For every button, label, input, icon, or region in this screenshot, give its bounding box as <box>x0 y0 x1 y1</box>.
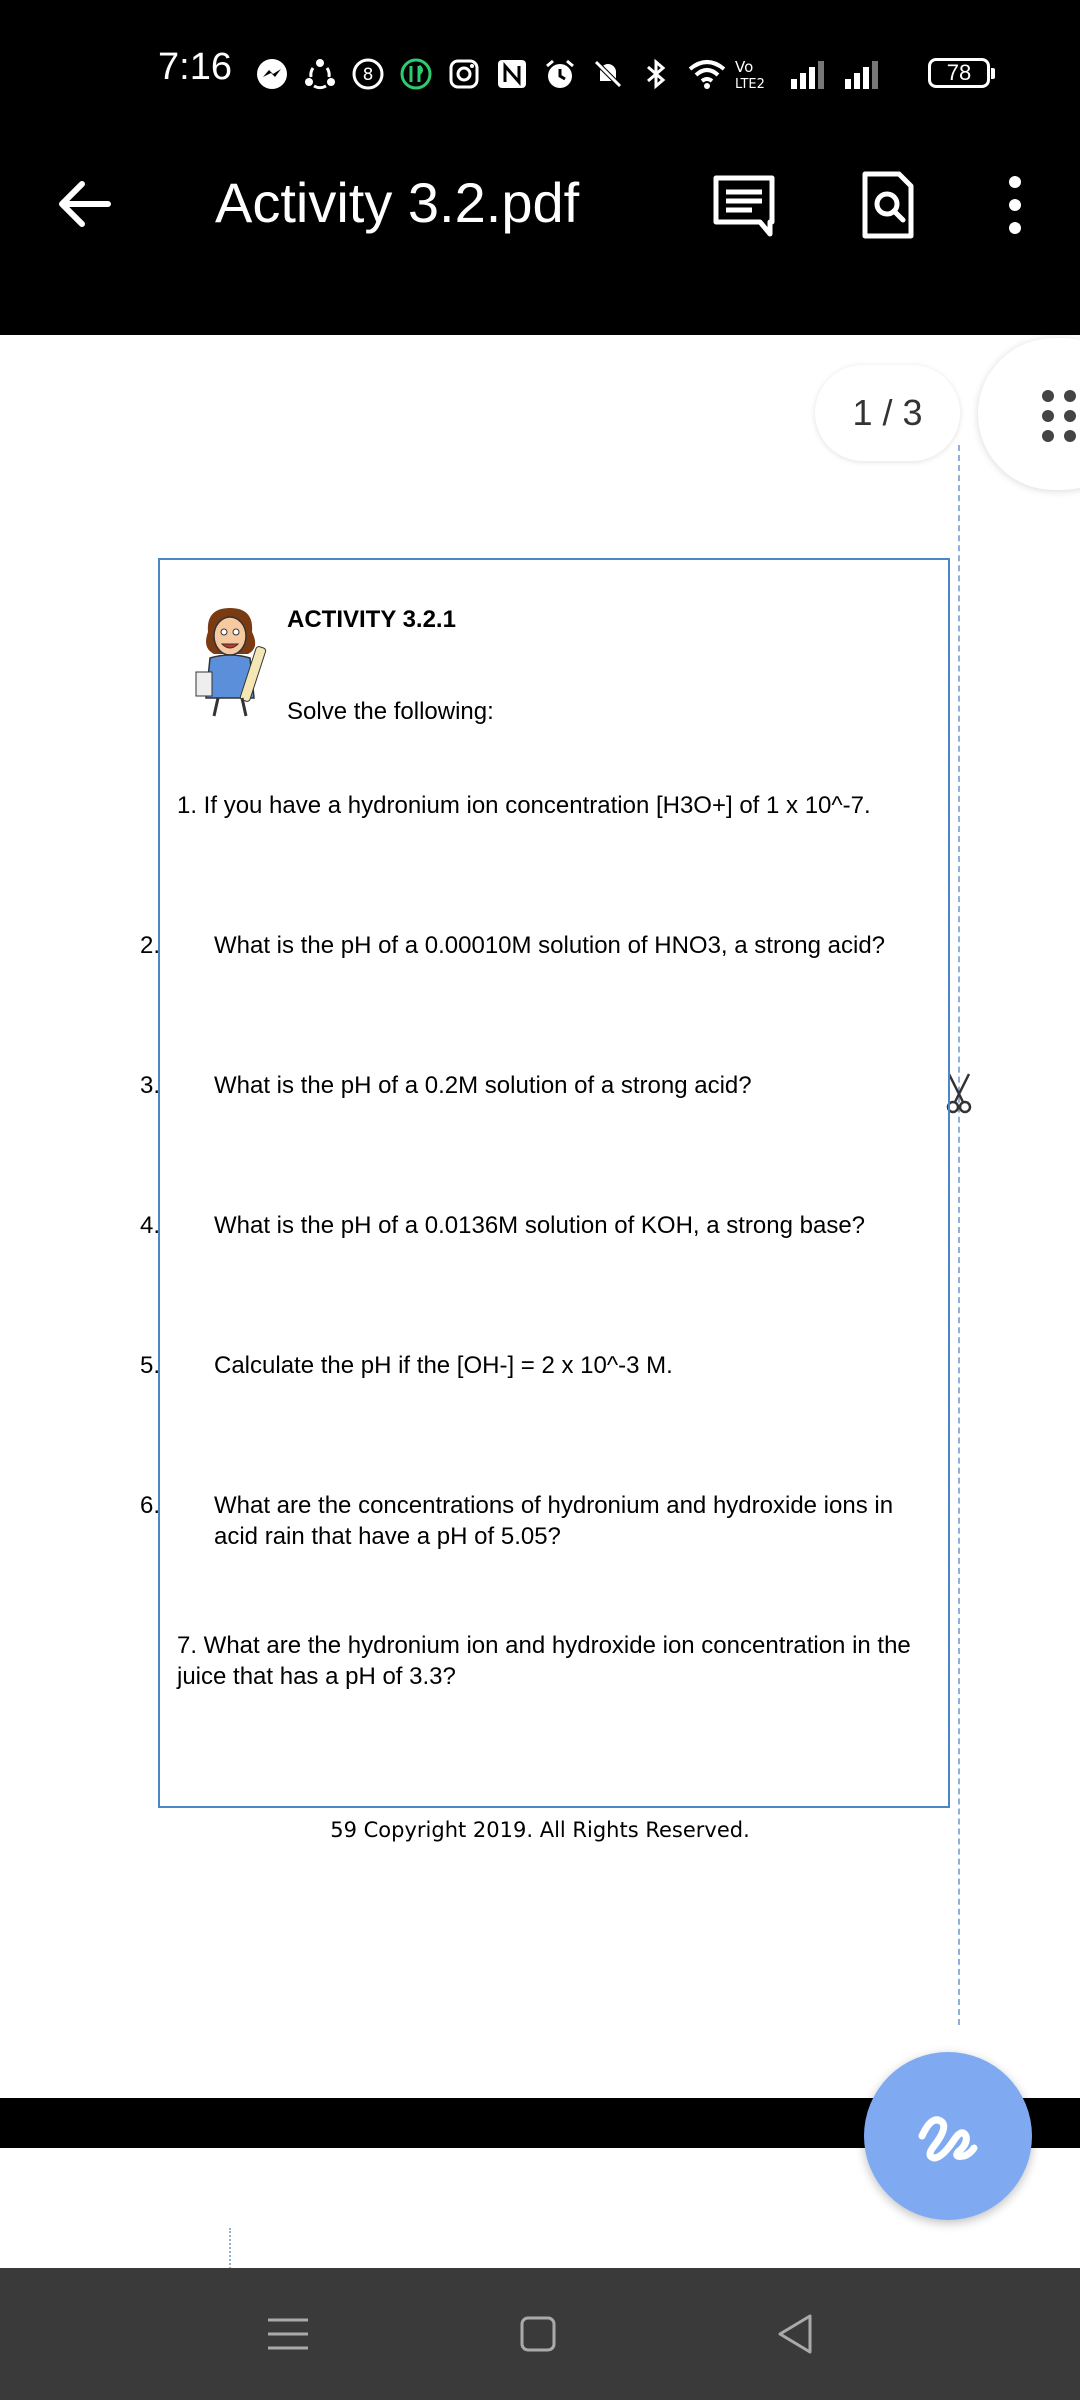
sync-icon <box>303 57 337 91</box>
bluetooth-icon <box>639 57 673 91</box>
status-bar <box>0 38 1080 108</box>
messenger-icon <box>255 57 289 91</box>
recents-icon[interactable] <box>262 2308 314 2360</box>
activity-heading: ACTIVITY 3.2.1 <box>287 606 456 633</box>
question-6 <box>140 1490 937 1552</box>
comments-icon[interactable] <box>710 170 780 240</box>
mute-icon <box>591 57 625 91</box>
question-7 <box>177 1630 937 1692</box>
activity-box <box>140 558 950 1808</box>
question-number: 4. <box>140 1212 161 1239</box>
volte-icon <box>735 57 775 91</box>
signal-2-icon <box>843 57 883 91</box>
page-grid-button[interactable] <box>978 338 1080 490</box>
navigation-bar <box>0 2268 1080 2400</box>
status-icons <box>255 52 883 96</box>
top-bar <box>0 0 1080 335</box>
question-number: 2. <box>140 932 161 959</box>
back-triangle-icon[interactable] <box>770 2308 822 2360</box>
question-number: 6. <box>140 1492 161 1519</box>
question-number: 3. <box>140 1072 161 1099</box>
instagram-icon <box>447 57 481 91</box>
restaurant-icon <box>399 57 433 91</box>
status-time: 7:16 <box>158 46 232 88</box>
question-number: 5. <box>140 1352 161 1379</box>
question-text: What are the concentrations of hydronium and hydroxide ions in acid rain that have a pH of 5.05? <box>214 1492 894 1550</box>
question-text: Calculate the pH if the [OH-] = 2 x 10^-3 M. <box>214 1352 673 1379</box>
alarm-icon <box>543 57 577 91</box>
svg-text:8: 8 <box>362 65 374 85</box>
signal-1-icon <box>789 57 829 91</box>
home-icon[interactable] <box>512 2308 564 2360</box>
nfc-icon <box>495 57 529 91</box>
page-indicator: 1 / 3 <box>815 365 960 461</box>
question-text: 7. What are the hydronium ion and hydroxide ion concentration in the juice that has a pH of 3.3? <box>177 1632 911 1690</box>
pen-scribble-icon <box>908 2096 988 2176</box>
battery-indicator: 78 <box>928 58 990 88</box>
wifi-icon <box>687 57 721 91</box>
more-options-icon[interactable] <box>980 170 1050 240</box>
badge-8-icon <box>351 57 385 91</box>
question-text: 1. If you have a hydronium ion concentration [H3O+] of 1 x 10^-7. <box>177 792 871 819</box>
question-5 <box>140 1350 937 1381</box>
grid-dots-icon <box>1040 388 1080 444</box>
find-in-document-icon[interactable] <box>853 170 923 240</box>
question-text: What is the pH of a 0.0136M solution of KOH, a strong base? <box>214 1212 866 1239</box>
question-text: What is the pH of a 0.2M solution of a strong acid? <box>214 1072 752 1099</box>
annotate-fab-button[interactable] <box>864 2052 1032 2220</box>
question-text: What is the pH of a 0.00010M solution of HNO3, a strong acid? <box>214 932 886 959</box>
question-2 <box>140 930 937 961</box>
svg-text:LTE2: LTE2 <box>735 77 765 91</box>
document-title: Activity 3.2.pdf <box>215 171 580 234</box>
app-bar <box>0 150 1080 260</box>
instruction-text: Solve the following: <box>287 698 494 725</box>
question-4 <box>140 1210 937 1241</box>
teacher-mascot-illustration <box>188 602 278 718</box>
question-3 <box>140 1070 937 1101</box>
question-1 <box>177 790 937 821</box>
svg-text:Vo: Vo <box>735 58 754 76</box>
back-arrow-icon[interactable] <box>52 172 116 236</box>
copyright-footer: 59 Copyright 2019. All Rights Reserved. <box>330 1818 750 1842</box>
cut-line <box>958 445 960 2025</box>
